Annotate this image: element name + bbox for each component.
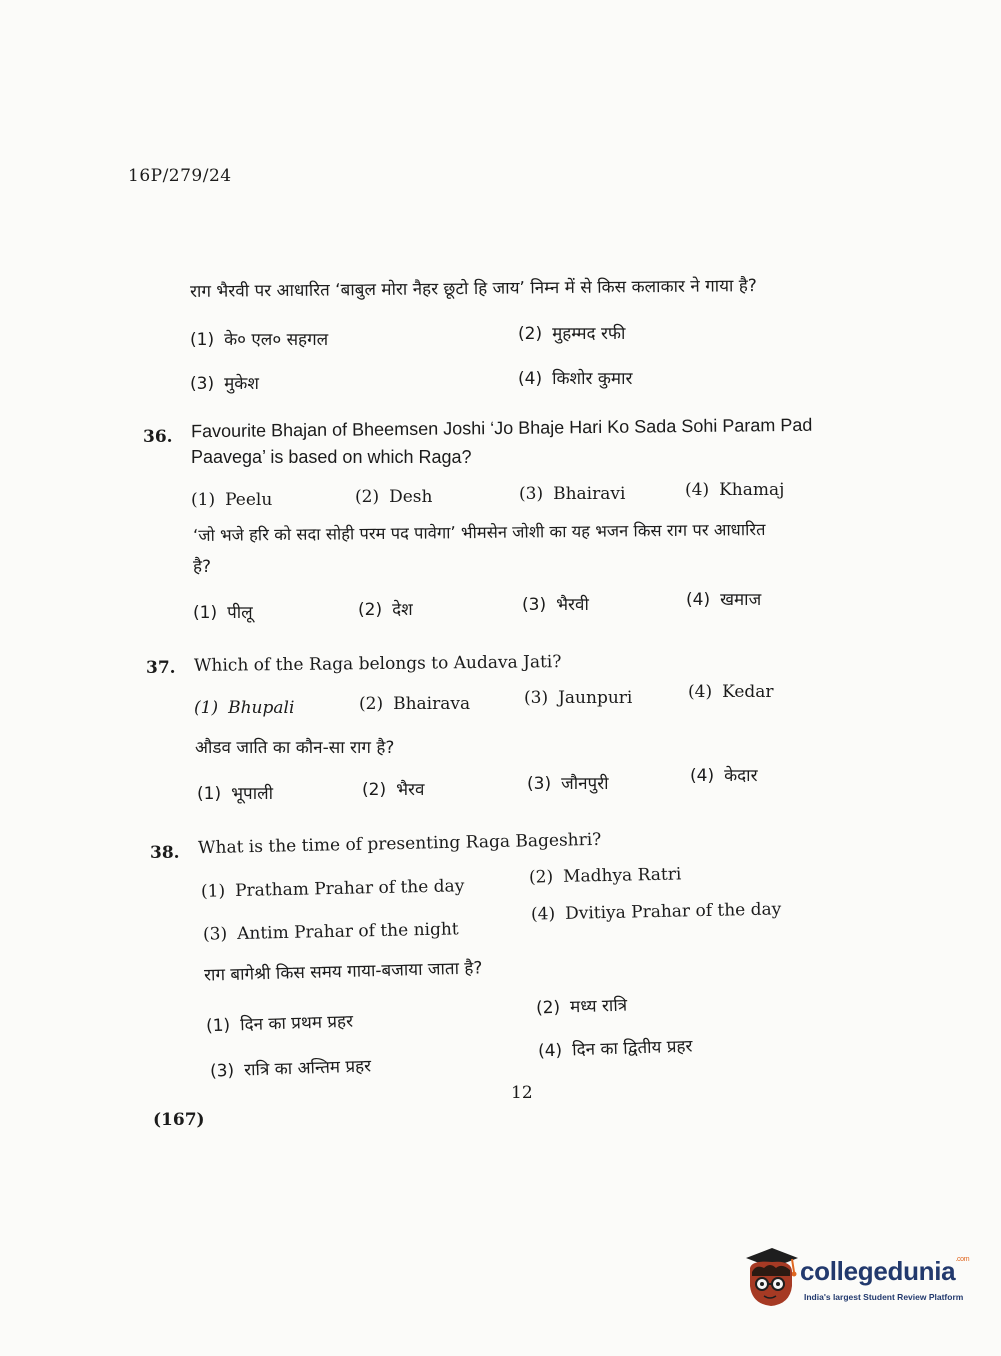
q38-option-3: (3) Antim Prahar of the night <box>202 919 459 945</box>
q38-option-1: (1) Pratham Prahar of the day <box>200 876 465 902</box>
q36-hindi-question-line2: है? <box>193 557 212 577</box>
q37-hindi-option-1: (1) भूपाली <box>197 784 274 804</box>
q35-hindi-option-2: (2) मुहम्मद रफी <box>518 324 626 344</box>
q36-hindi-option-4: (4) खमाज <box>686 590 762 610</box>
q35-hindi-option-1: (1) के० एल० सहगल <box>190 330 329 350</box>
collegedunia-watermark <box>742 1246 972 1316</box>
q36-hindi-option-3: (3) भैरवी <box>522 595 589 615</box>
q36-option-4: (4) Khamaj <box>685 480 785 500</box>
q38-hindi-option-2: (2) मध्य रात्रि <box>535 995 628 1019</box>
q37-option-2: (2) Bhairava <box>359 694 471 714</box>
q36-option-3: (3) Bhairavi <box>519 484 626 504</box>
q36-hindi-question-line1: ‘जो भजे हरि को सदा सोही परम पद पावेगा’ भीमसेन जोशी का यह भजन किस राग पर आधारित <box>192 520 766 545</box>
q36-hindi-option-1: (1) पीलू <box>193 603 253 623</box>
booklet-code: (167) <box>153 1110 205 1130</box>
q36-number: 36. <box>143 427 173 447</box>
q36-question-line2: Paavega’ is based on which Raga? <box>191 447 472 467</box>
q36-option-2: (2) Desh <box>355 487 433 507</box>
q35-hindi-question: राग भैरवी पर आधारित ‘बाबुल मोरा नैहर छूटो हि जाय’ निम्न में से किस कलाकार ने गाया है? <box>189 276 757 302</box>
paper-code: 16P/279/24 <box>128 166 232 186</box>
q38-number: 38. <box>150 843 180 863</box>
q37-option-1: (1) Bhupali <box>194 698 295 718</box>
q38-question: What is the time of presenting Raga Bageshri? <box>197 829 602 859</box>
q37-hindi-option-3: (3) जौनपुरी <box>527 774 609 794</box>
q36-question-line1: Favourite Bhajan of Bheemsen Joshi ‘Jo Bhaje Hari Ko Sada Sohi Param Pad <box>190 414 813 442</box>
brand-wordmark: collegedunia$^{.com}$ <box>800 1256 970 1286</box>
q36-hindi-option-2: (2) देश <box>358 600 413 620</box>
q38-hindi-option-1: (1) दिन का प्रथम प्रहर <box>205 1011 354 1037</box>
mascot-logo-icon <box>742 1246 800 1312</box>
q37-option-4: (4) Kedar <box>688 682 774 702</box>
q37-hindi-option-4: (4) केदार <box>690 766 758 786</box>
brand-tagline: India's largest Student Review Platform <box>804 1292 964 1302</box>
q37-hindi-option-2: (2) भैरव <box>362 780 425 800</box>
q37-question: Which of the Raga belongs to Audava Jati? <box>193 652 562 676</box>
q35-hindi-option-3: (3) मुकेश <box>190 374 259 394</box>
page-number: 12 <box>511 1083 533 1103</box>
q37-option-3: (3) Jaunpuri <box>524 688 633 708</box>
brand-domain-suffix: .com <box>955 1256 970 1263</box>
q38-option-2: (2) Madhya Ratri <box>528 864 682 888</box>
q38-hindi-option-4: (4) दिन का द्वितीय प्रहर <box>537 1036 693 1062</box>
q37-number: 37. <box>146 658 176 678</box>
q38-hindi-question: राग बागेश्री किस समय गाया-बजाया जाता है? <box>203 958 483 986</box>
q37-hindi-question: औडव जाति का कौन-सा राग है? <box>195 738 395 758</box>
q35-hindi-option-4: (4) किशोर कुमार <box>518 369 633 389</box>
q38-option-4: (4) Dvitiya Prahar of the day <box>530 899 782 925</box>
q38-hindi-option-3: (3) रात्रि का अन्तिम प्रहर <box>209 1056 372 1082</box>
q36-option-1: (1) Peelu <box>191 490 273 510</box>
